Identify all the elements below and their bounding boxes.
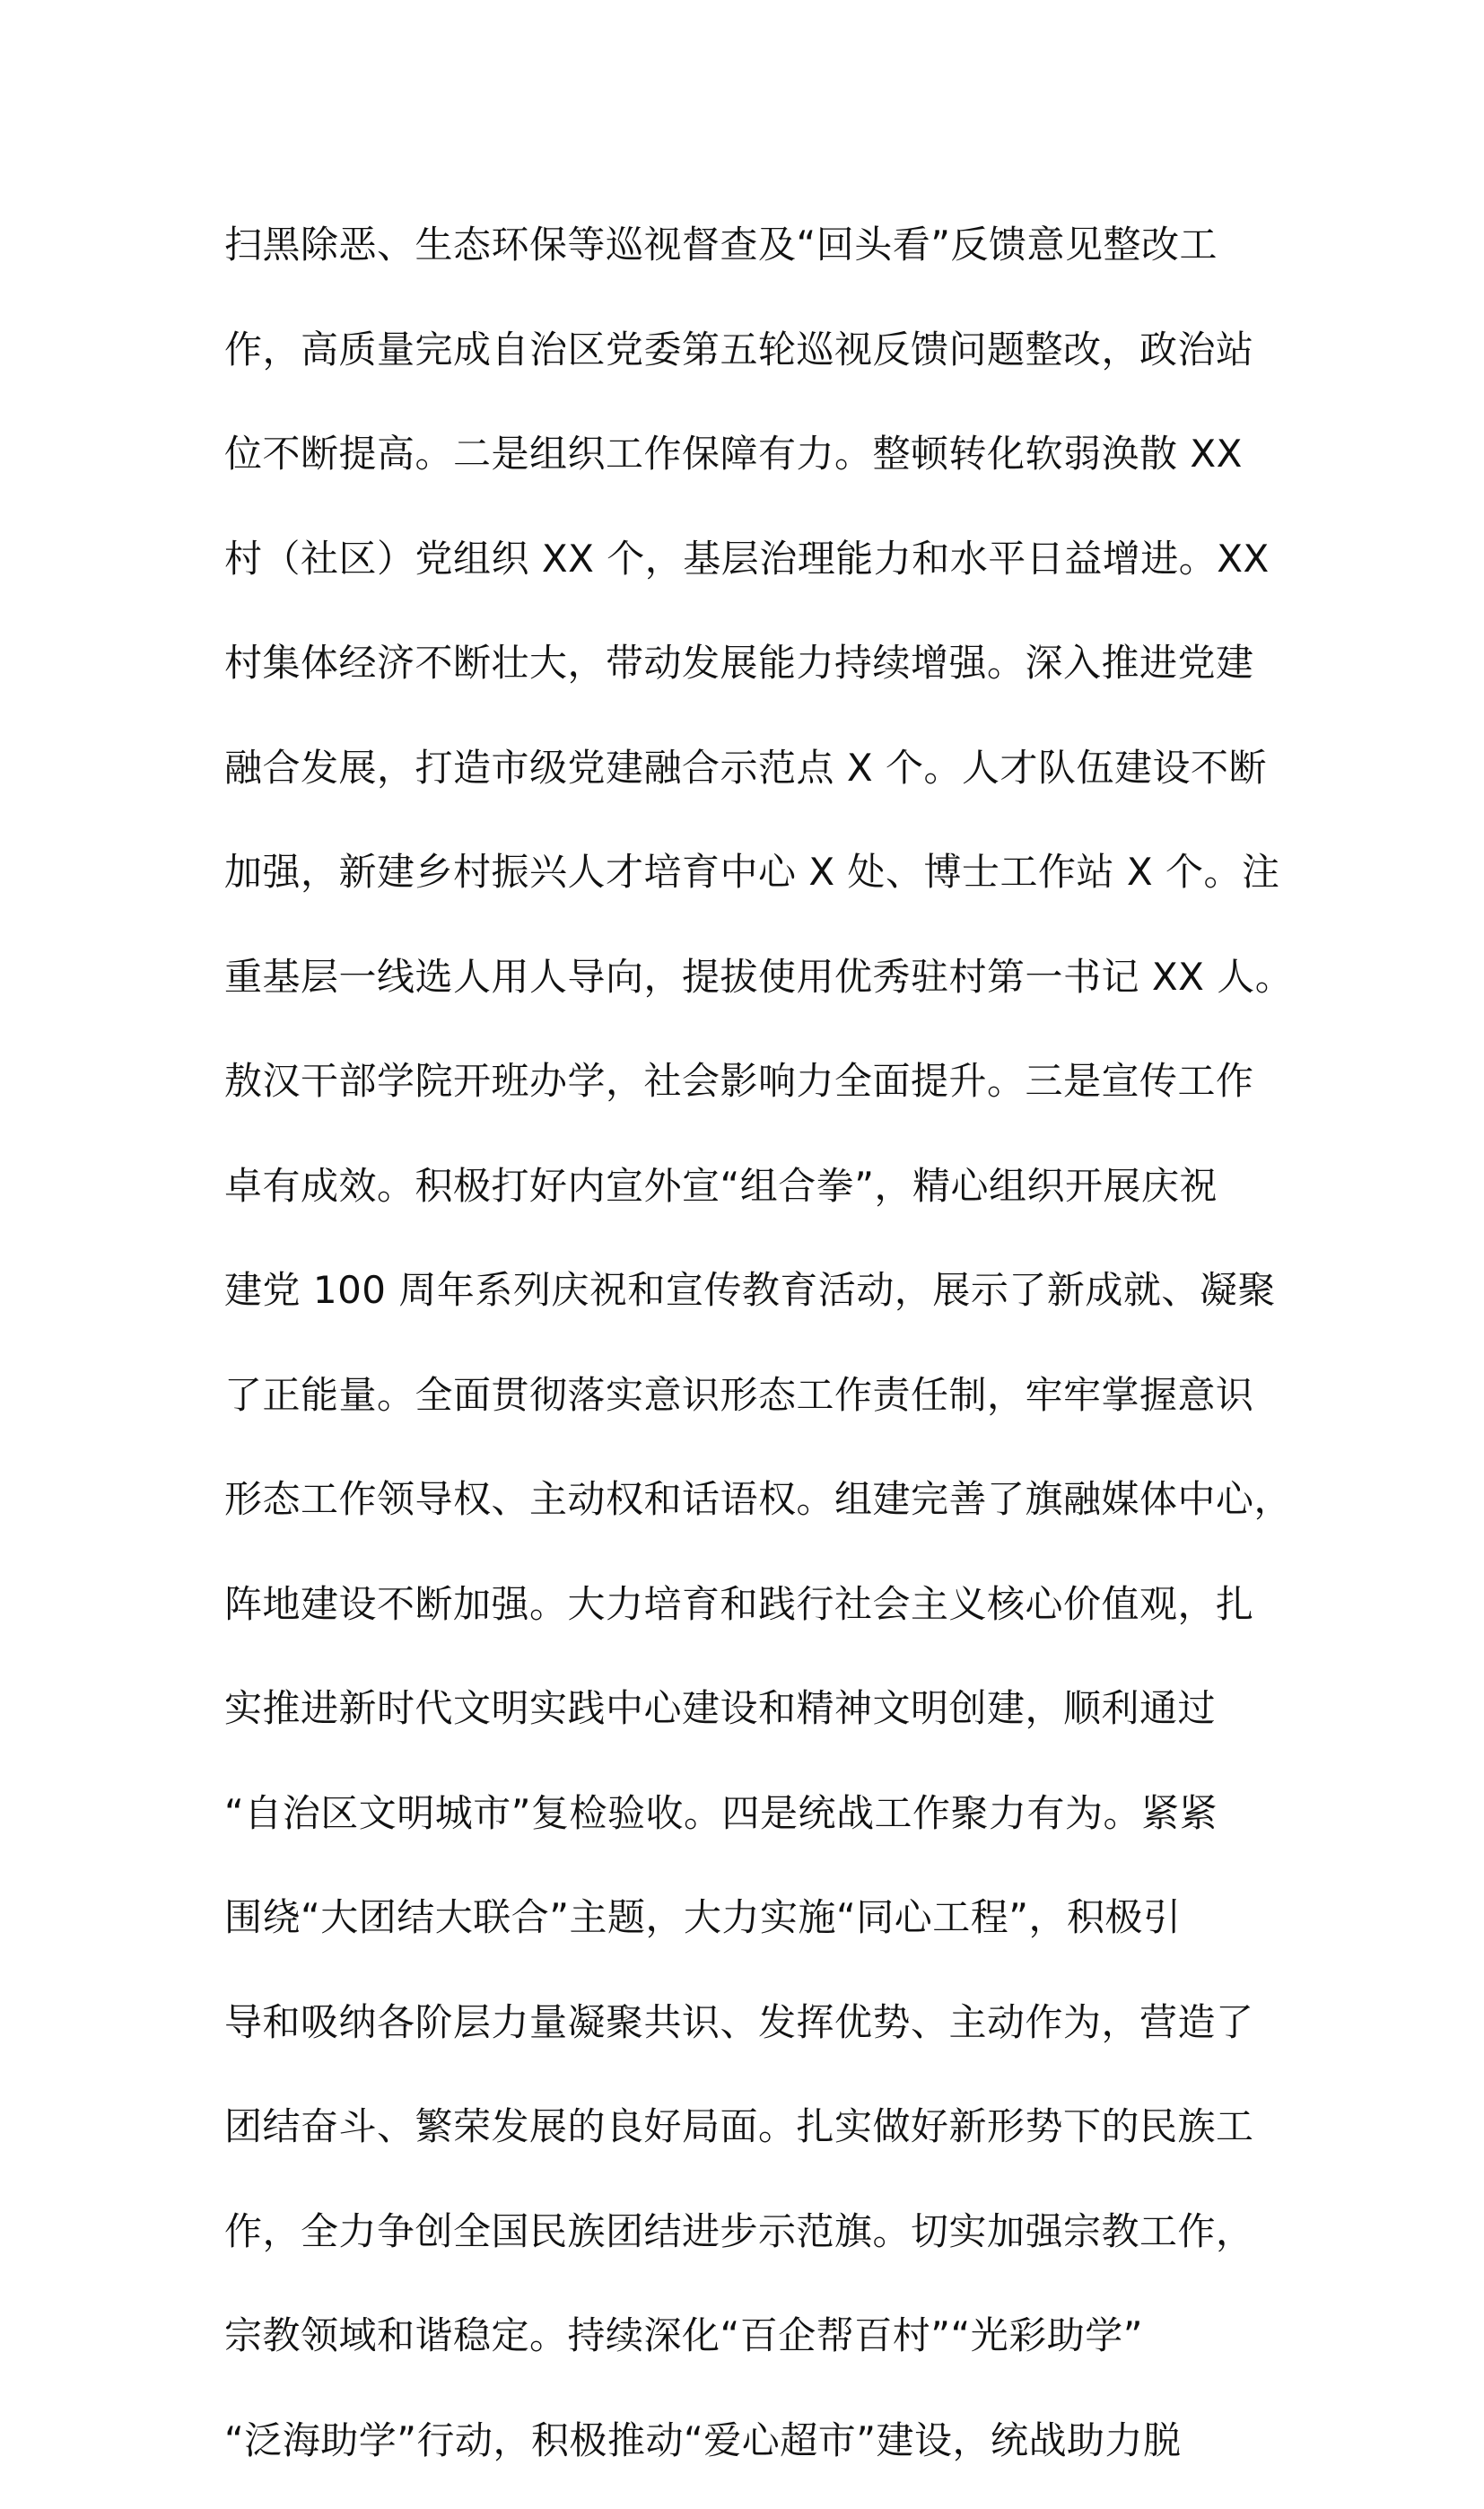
text-line: 建党 100 周年系列庆祝和宣传教育活动，展示了新成就、凝聚 bbox=[224, 1254, 1292, 1359]
text-line: 重基层一线选人用人导向，提拔使用优秀驻村第一书记 XX 人。 bbox=[224, 941, 1292, 1046]
text-line: 团结奋斗、繁荣发展的良好局面。扎实做好新形势下的民族工 bbox=[224, 2091, 1292, 2196]
text-line: 村集体经济不断壮大，带动发展能力持续增强。深入推进党建 bbox=[224, 627, 1292, 732]
body-text bbox=[224, 209, 1292, 2509]
text-line: 扫黑除恶、生态环保等巡视督查及“回头看”反馈意见整改工 bbox=[224, 209, 1292, 314]
text-line: 敖汉干部学院开班办学，社会影响力全面提升。三是宣传工作 bbox=[224, 1045, 1292, 1150]
text-line: 围绕“大团结大联合”主题，大力实施“同心工程”，积极引 bbox=[224, 1882, 1292, 1987]
text-line: 导和吸纳各阶层力量凝聚共识、发挥优势、主动作为，营造了 bbox=[224, 1987, 1292, 2092]
text-line: 卓有成效。积极打好内宣外宣“组合拳”，精心组织开展庆祝 bbox=[224, 1150, 1292, 1255]
text-line: 作，高质量完成自治区党委第五轮巡视反馈问题整改，政治站 bbox=[224, 314, 1292, 419]
text-line: 阵地建设不断加强。大力培育和践行社会主义核心价值观，扎 bbox=[224, 1569, 1292, 1674]
text-line: 作，全力争创全国民族团结进步示范旗。切实加强宗教工作， bbox=[224, 2196, 1292, 2301]
text-line: 村（社区）党组织 XX 个，基层治理能力和水平日益增进。XX bbox=[224, 523, 1292, 628]
text-line: “自治区文明城市”复检验收。四是统战工作聚力有为。紧紧 bbox=[224, 1778, 1292, 1883]
text-line: 实推进新时代文明实践中心建设和精神文明创建，顺利通过 bbox=[224, 1673, 1292, 1778]
text-line: 形态工作领导权、主动权和话语权。组建完善了旗融媒体中心， bbox=[224, 1464, 1292, 1569]
text-line: “泛海助学”行动，积极推动“爱心超市”建设，统战助力脱 bbox=[224, 2405, 1292, 2509]
text-line: 加强，新建乡村振兴人才培育中心 X 处、博士工作站 X 个。注 bbox=[224, 836, 1292, 941]
text-line: 了正能量。全面贯彻落实意识形态工作责任制，牢牢掌握意识 bbox=[224, 1359, 1292, 1464]
text-line: 融合发展，打造市级党建融合示范点 X 个。人才队伍建设不断 bbox=[224, 732, 1292, 837]
text-line: 宗教领域和谐稳定。持续深化“百企帮百村”“光彩助学” bbox=[224, 2300, 1292, 2405]
text-line: 位不断提高。二是组织工作保障有力。整顿转化软弱涣散 XX bbox=[224, 418, 1292, 523]
